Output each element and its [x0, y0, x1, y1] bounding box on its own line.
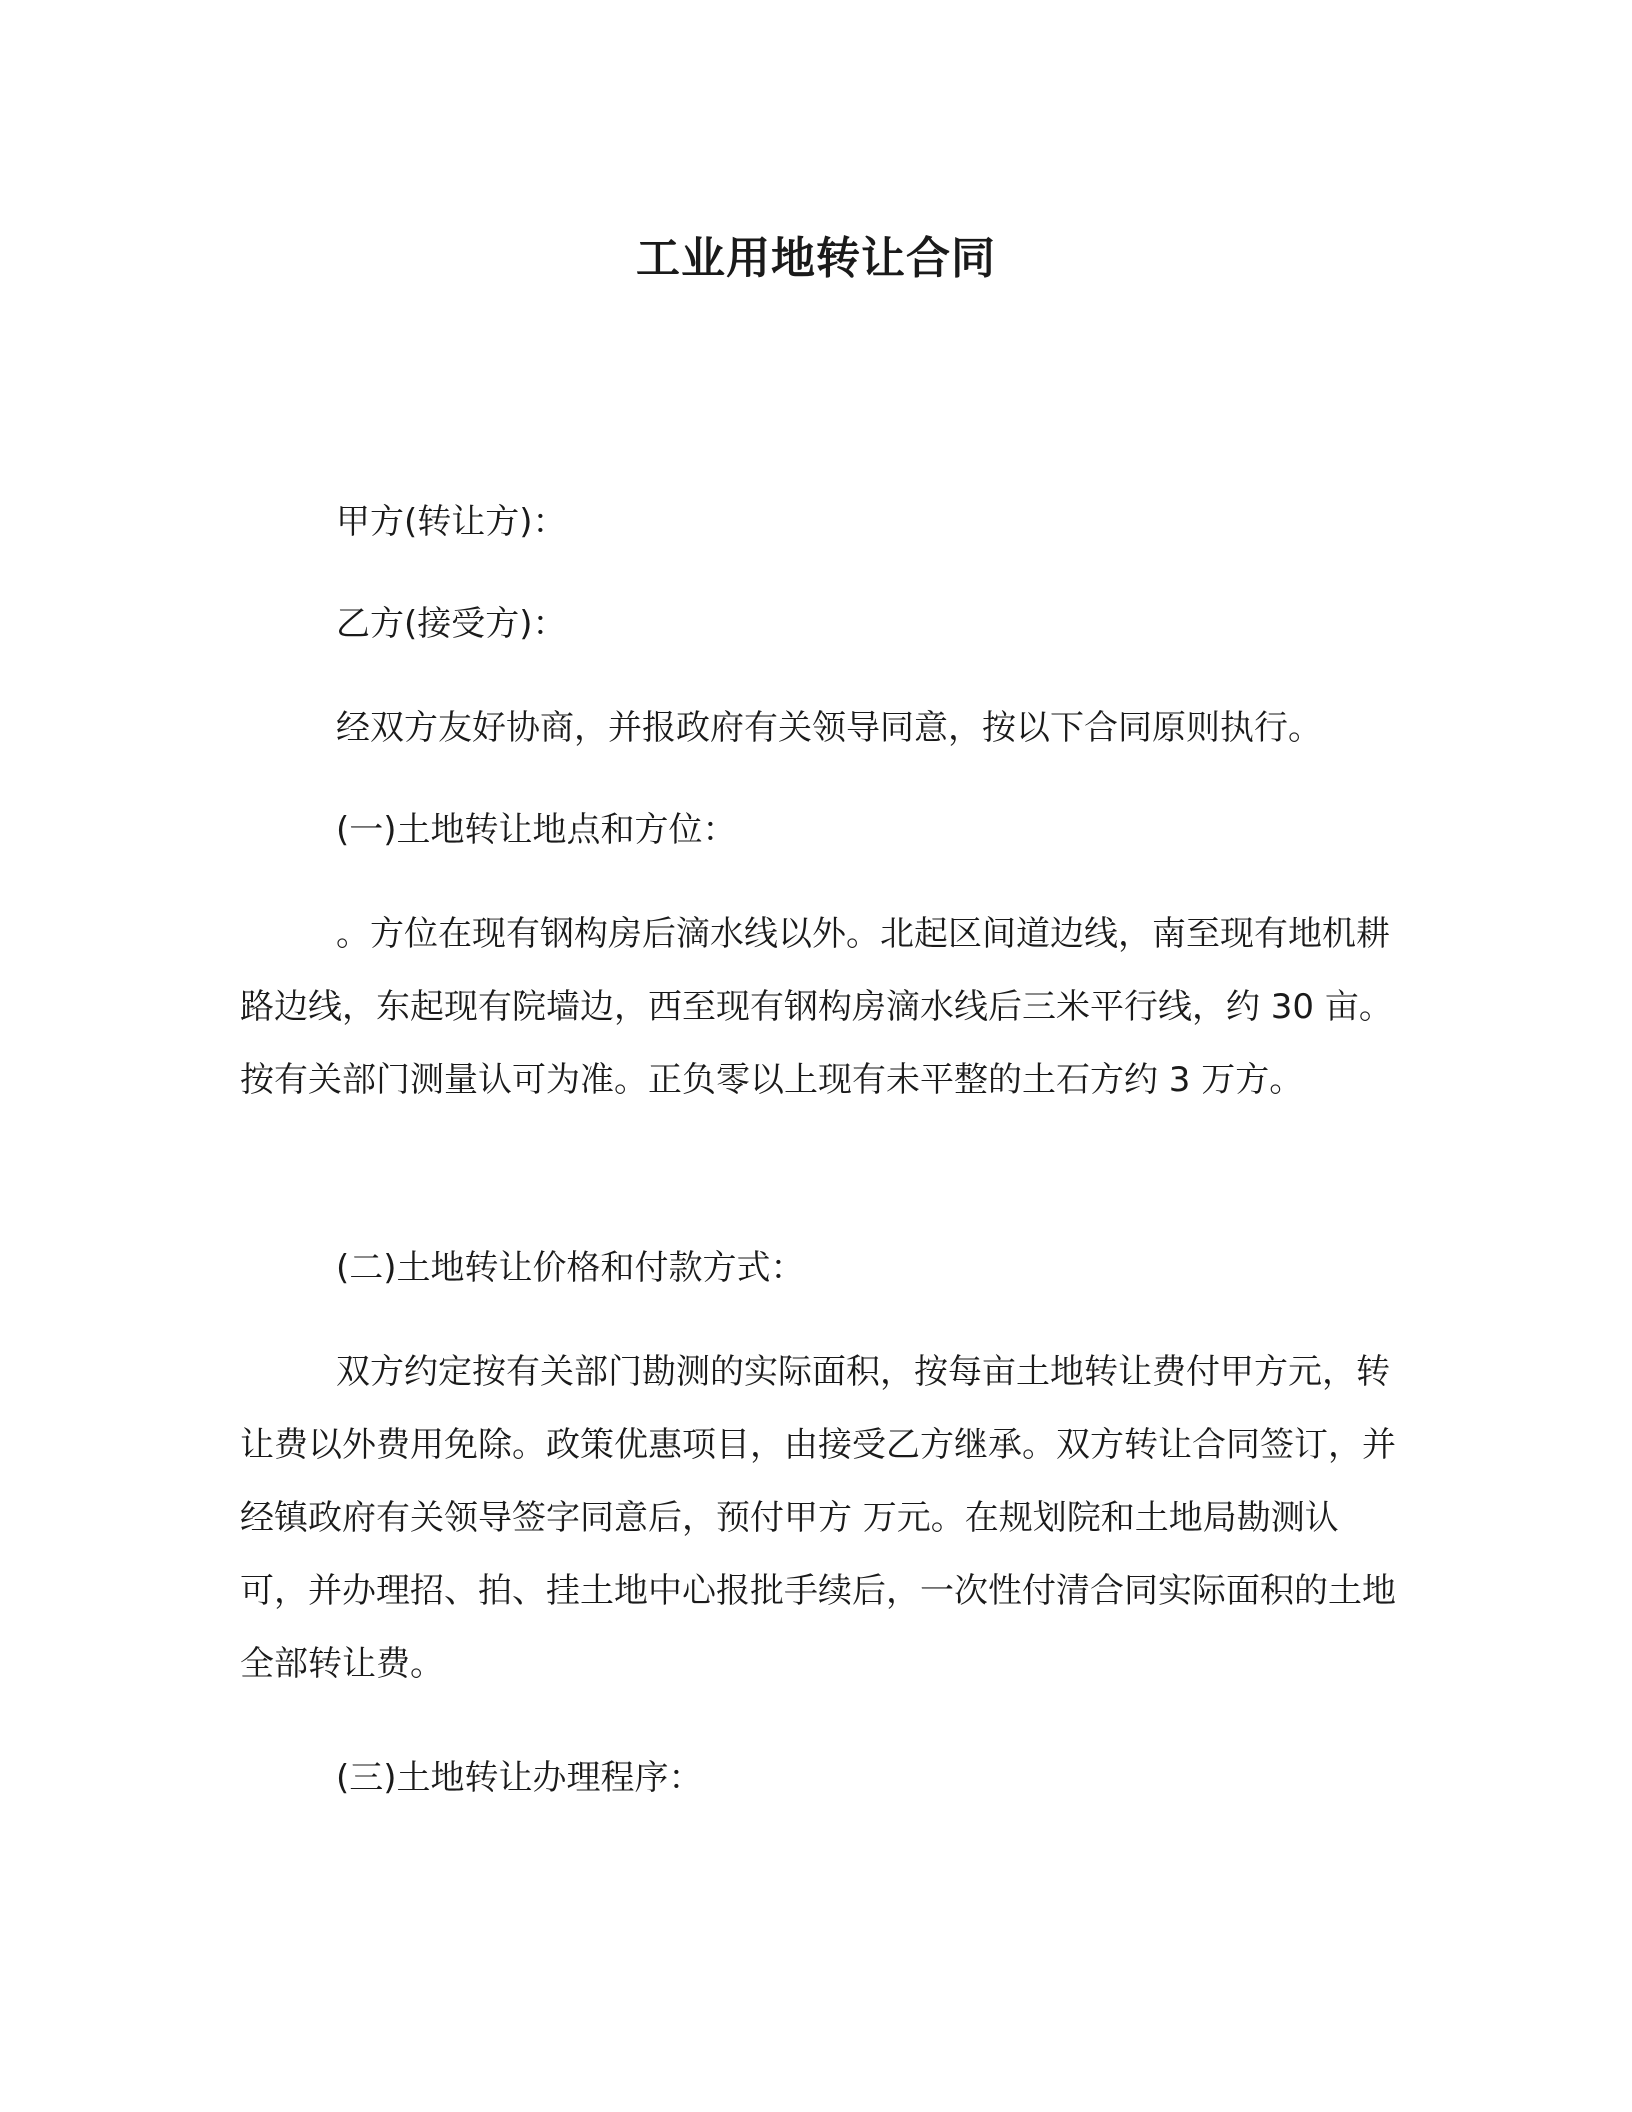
section-2-heading: (二)土地转让价格和付款方式： — [336, 1248, 805, 1288]
section-2-body: 双方约定按有关部门勘测的实际面积，按每亩土地转让费付甲方元，转让费以外费用免除。政策优惠项目，由接受乙方继承。双方转让合同签订，并经镇政府有关领导签字同意后，预付甲方 万元。在规划院和土地局勘测认可，并办理招、拍、挂土地中心报批手续后，一次性付清合同实际面积的土地全部转让费。 — [240, 1352, 1396, 1684]
section-1-heading: (一)土地转让地点和方位： — [336, 810, 737, 850]
party-b-line: 乙方(接受方)： — [336, 604, 567, 644]
section-3-heading: (三)土地转让办理程序： — [336, 1758, 703, 1798]
document-title: 工业用地转让合同 — [636, 233, 996, 284]
section-1-body: 。方位在现有钢构房后滴水线以外。北起区间道边线，南至现有地机耕路边线，东起现有院墙边，西至现有钢构房滴水线后三米平行线，约 30 亩。按有关部门测量认可为准。正负零以上现有未平整的土石方约 3 万方。 — [240, 914, 1393, 1100]
intro-paragraph: 经双方友好协商，并报政府有关领导同意，按以下合同原则执行。 — [336, 708, 1322, 748]
party-a-line: 甲方(转让方)： — [336, 502, 567, 542]
